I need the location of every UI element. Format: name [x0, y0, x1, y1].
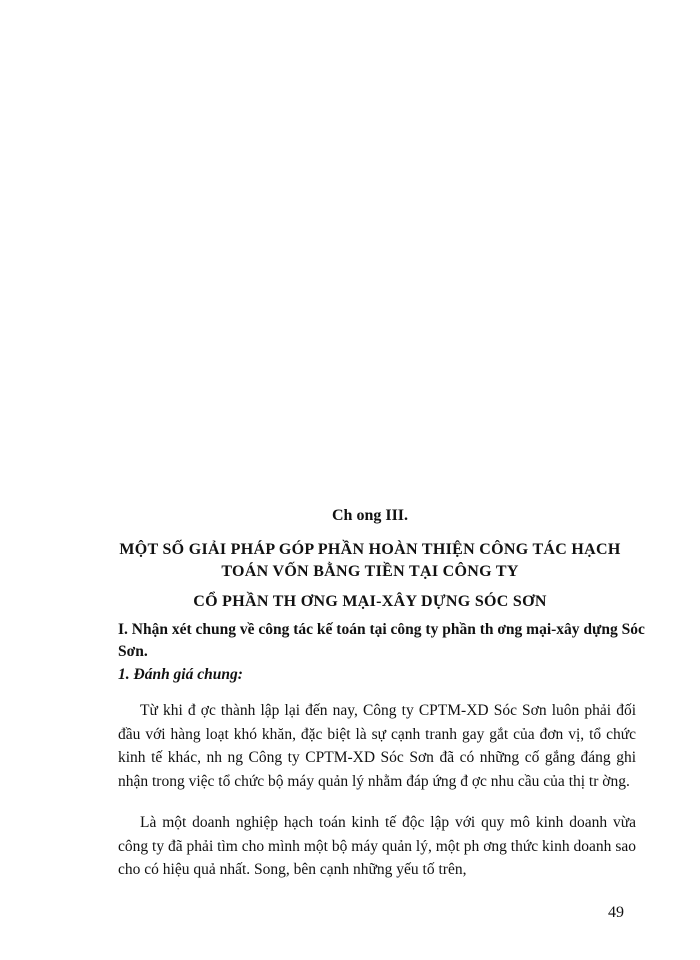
chapter-heading: Ch ong III. — [331, 507, 409, 524]
body-paragraph: Từ khi đ ợc thành lập lại đến nay, Công ty CPTM-XD Sóc Sơn luôn phải đối đầu với hàng loạt khó khăn, đặc biệt là sự cạnh tranh gay gắt của đơn vị, tổ chức kinh tế khác, nh ng Công ty CPTM-XD Sóc Sơn đã có những cố gắng đáng ghi nhận trong việc tổ chức bộ máy quản lý nhằm đáp ứng đ ợc nhu cầu của thị tr ờng. — [118, 702, 636, 790]
section-heading: I. Nhận xét chung về công tác kế toán tại công ty phần th ơng mại-xây dựng Sóc Sơn. — [118, 621, 645, 660]
chapter-title-line-1: MỘT SỐ GIẢI PHÁP GÓP PHẦN HOÀN THIỆN CÔNG TÁC HẠCH — [119, 541, 621, 558]
subsection-heading: 1. Đánh giá chung: — [118, 666, 243, 683]
chapter-title-line-2: TOÁN VỐN BẰNG TIỀN TẠI CÔNG TY — [221, 563, 519, 580]
body-paragraph: Là một doanh nghiệp hạch toán kinh tế độc lập với quy mô kinh doanh vừa công ty đã phải tìm cho mình một bộ máy quản lý, một ph ơng thức kinh doanh sao cho có hiệu quả nhất. Song, bên cạnh những yếu tố trên, — [118, 814, 636, 878]
page-number: 49 — [608, 904, 624, 921]
chapter-title-line-3: CỔ PHẦN TH ƠNG MẠI-XÂY DỰNG SÓC SƠN — [193, 593, 547, 610]
